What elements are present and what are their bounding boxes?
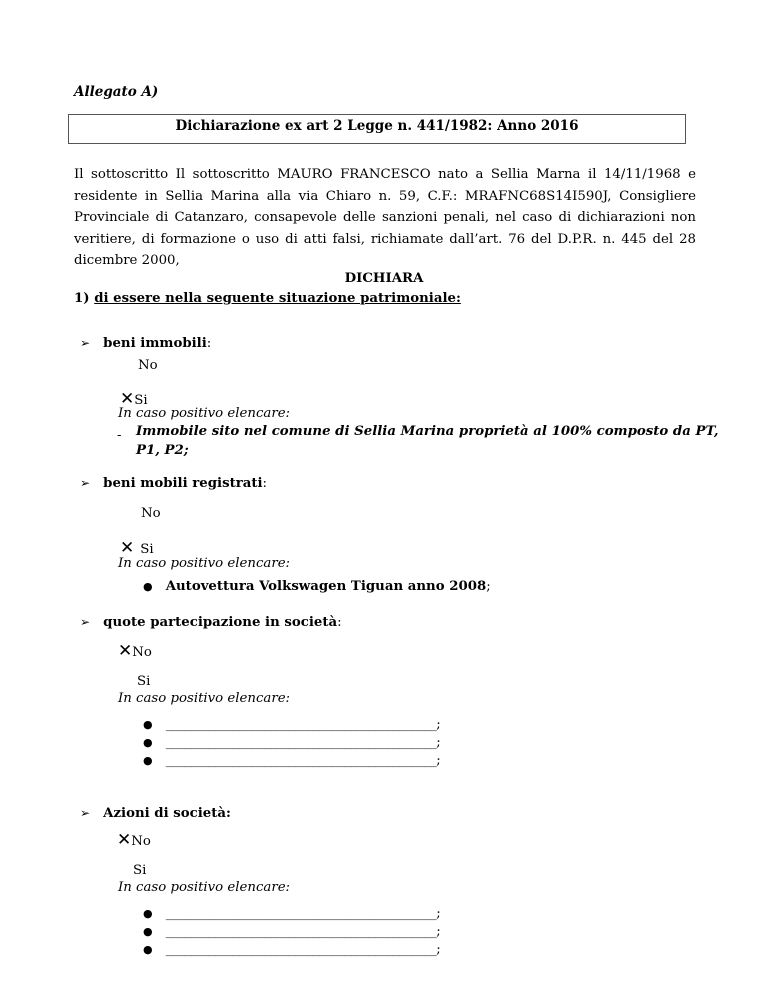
caso-positivo-label: In caso positivo elencare: (118, 406, 291, 421)
option-si: Si (133, 863, 147, 878)
blank-line: ____________________________________________; (165, 924, 441, 939)
blank-line: ____________________________________________; (165, 735, 441, 750)
dash-bullet: - (117, 428, 122, 443)
x-mark-icon: ✕ (120, 389, 135, 409)
blank-line: ____________________________________________; (165, 753, 441, 768)
arrow-bullet-icon: ➢ (80, 336, 91, 350)
section-quote-label: quote partecipazione in società: (103, 615, 342, 630)
point-1-text: di essere nella seguente situazione patrimoniale: (94, 291, 461, 306)
blank-line-item (143, 731, 440, 750)
bullet-icon: ● (143, 754, 153, 767)
bullet-icon: ● (143, 736, 153, 749)
arrow-bullet-icon: ➢ (80, 476, 91, 490)
bullet-icon: ● (143, 907, 153, 920)
option-si: Si (137, 674, 151, 689)
immobili-item-line2: P1, P2; (136, 443, 189, 458)
arrow-bullet-icon: ➢ (80, 806, 91, 820)
point-1-number: 1) (74, 291, 90, 306)
arrow-bullet-icon: ➢ (80, 615, 91, 629)
section-quote-heading (80, 611, 342, 630)
option-no-checked (117, 830, 151, 849)
blank-line: ____________________________________________; (165, 942, 441, 957)
allegato-label: Allegato A) (74, 84, 159, 100)
mobili-item-text: Autovettura Volkswagen Tiguan anno 2008 (165, 579, 487, 594)
intro-paragraph: Il sottoscritto Il sottoscritto MAURO FRANCESCO nato a Sellia Marna il 14/11/1968 e residente in Sellia Marina alla via Chiaro n. 59, C.F.: MRAFNC68S14I590J, Consigliere Provinciale di Catanzaro, consapevole delle sanzioni penali, nel caso di dichiarazioni non veritiere, di formazione o uso di atti falsi, richiamate dall’art. 76 del D.P.R. n. 445 del 28 dicembre 2000, (74, 167, 696, 268)
blank-line-item (143, 713, 440, 732)
dichiara-heading: DICHIARA (344, 271, 424, 286)
title-box (68, 114, 686, 144)
blank-line: ____________________________________________; (165, 906, 441, 921)
blank-line-item (143, 938, 440, 957)
point-1-heading (74, 291, 461, 306)
blank-line-item (143, 920, 440, 939)
option-no: No (138, 358, 158, 373)
blank-line-item (143, 749, 440, 768)
section-immobili-label: beni immobili: (103, 336, 212, 351)
option-no-label: No (132, 645, 152, 660)
immobili-item (117, 424, 719, 458)
section-mobili-heading (80, 472, 267, 491)
option-no-checked (118, 641, 152, 660)
option-no: No (141, 506, 161, 521)
caso-positivo-label: In caso positivo elencare: (118, 556, 291, 571)
section-azioni-label: Azioni di società: (103, 806, 231, 821)
section-azioni-heading (80, 802, 231, 821)
x-mark-icon: ✕ (120, 538, 135, 558)
document-title: Dichiarazione ex art 2 Legge n. 441/1982: Anno 2016 (175, 118, 579, 134)
option-no-label: No (131, 834, 151, 849)
bullet-icon: ● (143, 925, 153, 938)
blank-line: ____________________________________________; (165, 717, 441, 732)
option-si-label: Si (140, 542, 154, 557)
option-si-checked (120, 538, 154, 557)
bullet-icon: ● (143, 580, 153, 593)
x-mark-icon: ✕ (118, 641, 133, 661)
bullet-icon: ● (143, 718, 153, 731)
option-si-label: Si (134, 393, 148, 408)
x-mark-icon: ✕ (117, 830, 132, 850)
section-immobili-heading (80, 332, 211, 351)
blank-line-item (143, 902, 440, 921)
section-mobili-label: beni mobili registrati: (103, 476, 268, 491)
caso-positivo-label: In caso positivo elencare: (118, 880, 291, 895)
bullet-icon: ● (143, 943, 153, 956)
mobili-item: ● Autovettura Volkswagen Tiguan anno 2008; (143, 579, 491, 594)
caso-positivo-label: In caso positivo elencare: (118, 691, 291, 706)
immobili-item-line1: Immobile sito nel comune di Sellia Marina proprietà al 100% composto da PT, (136, 424, 719, 439)
